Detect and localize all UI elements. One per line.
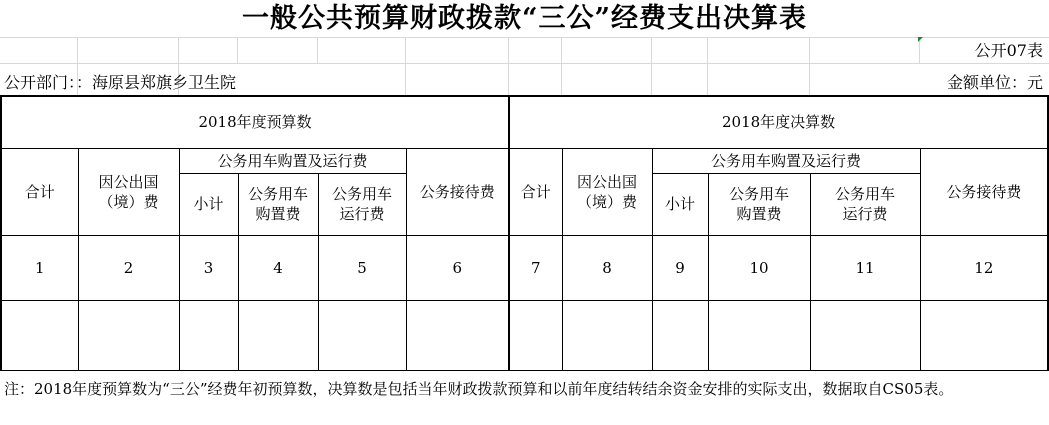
- column-number: 6: [406, 235, 509, 300]
- header-purchase-line2: 购置费: [255, 205, 301, 223]
- column-number: 4: [238, 235, 318, 300]
- header-operation-line1: 公务用车: [835, 185, 896, 203]
- header-abroad-budget: [78, 148, 179, 235]
- value-cell[interactable]: [562, 300, 652, 370]
- group-header-budget: 2018年度预算数: [1, 96, 509, 148]
- cell-comment-marker: [918, 37, 923, 42]
- value-cell[interactable]: [652, 300, 708, 370]
- column-number: 3: [179, 235, 238, 300]
- value-cell[interactable]: [78, 300, 179, 370]
- value-cell[interactable]: [509, 300, 562, 370]
- header-subtotal-final: 小计: [652, 173, 708, 235]
- column-number: 11: [810, 235, 920, 300]
- header-purchase-budget: [238, 173, 318, 235]
- header-vehicle-group-budget: 公务用车购置及运行费: [179, 148, 406, 173]
- value-cell[interactable]: [406, 300, 509, 370]
- value-cell[interactable]: [1, 300, 78, 370]
- table-footnote: 注：2018年度预算数为“三公”经费年初预算数，决算数是包括当年财政拨款预算和以前年度结转结余资金安排的实际支出，数据取自CS05表。: [4, 380, 954, 398]
- header-operation-line1: 公务用车: [331, 185, 392, 203]
- amount-unit-label: 金额单位：元: [946, 73, 1043, 92]
- header-operation-budget: [318, 173, 406, 235]
- column-number: 5: [318, 235, 406, 300]
- header-abroad-line2: （境）费: [98, 192, 159, 211]
- value-cell[interactable]: [708, 300, 810, 370]
- header-abroad-final: [562, 148, 652, 235]
- header-vehicle-group-final: 公务用车购置及运行费: [652, 148, 920, 173]
- header-purchase-final: [708, 173, 810, 235]
- value-cell[interactable]: [179, 300, 238, 370]
- column-number: 8: [562, 235, 652, 300]
- column-number-row: [1, 235, 1048, 300]
- header-operation-line2: 运行费: [339, 205, 385, 223]
- header-purchase-line1: 公务用车: [729, 185, 790, 203]
- header-purchase-line1: 公务用车: [247, 185, 308, 203]
- column-number: 12: [920, 235, 1048, 300]
- value-cell[interactable]: [810, 300, 920, 370]
- header-total-budget: 合计: [1, 148, 78, 235]
- column-number: 2: [78, 235, 179, 300]
- column-number: 9: [652, 235, 708, 300]
- header-subtotal-budget: 小计: [179, 173, 238, 235]
- header-reception-budget: 公务接待费: [406, 148, 509, 235]
- form-number: 公开07表: [974, 41, 1043, 60]
- header-operation-final: [810, 173, 920, 235]
- header-abroad-line2: （境）费: [577, 192, 638, 211]
- three-public-expenses-table: [0, 95, 1049, 371]
- department-label: 公开部门：：海原县郑旗乡卫生院: [4, 73, 237, 92]
- header-operation-line2: 运行费: [842, 205, 888, 223]
- header-reception-final: 公务接待费: [920, 148, 1048, 235]
- value-cell[interactable]: [920, 300, 1048, 370]
- column-number: 10: [708, 235, 810, 300]
- page-title: 一般公共预算财政拨款“三公”经费支出决算表: [241, 3, 808, 34]
- value-cell[interactable]: [238, 300, 318, 370]
- header-abroad-line1: 因公出国: [98, 172, 159, 191]
- group-header-final: 2018年度决算数: [509, 96, 1048, 148]
- column-number: 7: [509, 235, 562, 300]
- value-cell[interactable]: [318, 300, 406, 370]
- header-total-final: 合计: [509, 148, 562, 235]
- value-row: [1, 300, 1048, 370]
- column-number: 1: [1, 235, 78, 300]
- header-purchase-line2: 购置费: [736, 205, 782, 223]
- header-abroad-line1: 因公出国: [577, 172, 638, 191]
